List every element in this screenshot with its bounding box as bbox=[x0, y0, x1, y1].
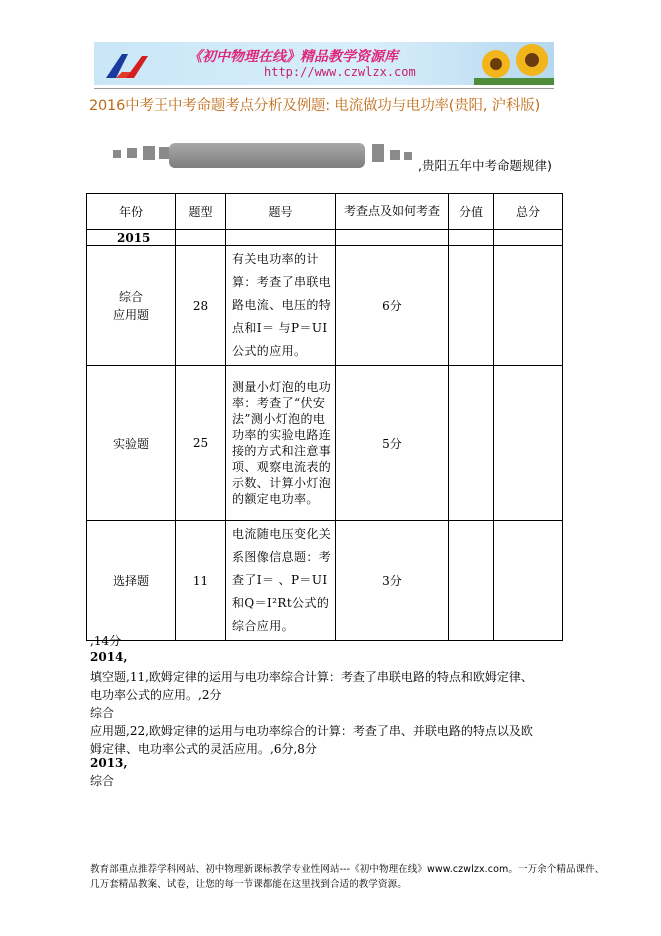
banner-title: 《初中物理在线》精品教学资源库 bbox=[188, 49, 398, 65]
score-cell: 5分 bbox=[336, 366, 449, 521]
paragraph-line: 综合 bbox=[90, 774, 115, 788]
table-header-row bbox=[87, 194, 563, 230]
score-cell: 3分 bbox=[336, 521, 449, 641]
header-type: 题型 bbox=[176, 194, 226, 230]
header-score: 分值 bbox=[449, 194, 494, 230]
desc-cell: 电流随电压变化关系图像信息题：考查了I＝ 、P＝UI和Q＝I²Rt公式的综合应用。 bbox=[226, 521, 336, 641]
page-title: 2016中考王中考命题考点分析及例题: 电流做功与电功率(贵阳, 沪科版) bbox=[89, 98, 541, 114]
paragraph-line: 电功率公式的应用。,2分 bbox=[90, 688, 222, 702]
header-rule bbox=[94, 88, 554, 89]
desc-cell: 测量小灯泡的电功率：考查了“伏安法”测小灯泡的电功率的实验电路连接的方式和注意事项、观察电流表的示数、计算小灯泡的额定电功率。 bbox=[226, 366, 336, 521]
banner-url[interactable]: http://www.czwlzx.com bbox=[264, 65, 416, 79]
table-row bbox=[87, 521, 563, 641]
paragraph-line: 综合 bbox=[90, 706, 115, 720]
paragraph-line: 填空题,11,欧姆定律的运用与电功率综合计算：考查了串联电路的特点和欧姆定律、 bbox=[90, 670, 533, 684]
table-row bbox=[87, 366, 563, 521]
page-footer bbox=[90, 862, 605, 892]
score-cell: 6分 bbox=[336, 246, 449, 366]
paragraph-line: 姆定律、电功率公式的灵活应用。,6分,8分 bbox=[90, 742, 317, 756]
total-2015: ,14分 bbox=[90, 634, 122, 648]
footer-line: 几万套精品教案、试卷，让您的每一节课都能在这里找到合适的教学资源。 bbox=[90, 879, 407, 890]
paragraph-line: 应用题,22,欧姆定律的运用与电功率综合的计算：考查了串、并联电路的特点以及欧 bbox=[90, 724, 533, 738]
table-row bbox=[87, 230, 563, 246]
year-cell: 2015 bbox=[87, 230, 176, 246]
number-cell: 25 bbox=[176, 366, 226, 521]
table-row bbox=[87, 246, 563, 366]
section-heading-bar bbox=[169, 143, 365, 168]
header-year: 年份 bbox=[87, 194, 176, 230]
header-total: 总分 bbox=[494, 194, 563, 230]
site-logo-icon bbox=[102, 48, 162, 82]
section-decoration-right bbox=[372, 142, 422, 164]
exam-table bbox=[86, 193, 563, 641]
type-cell: 实验题 bbox=[87, 366, 176, 521]
number-cell: 11 bbox=[176, 521, 226, 641]
section-heading-text: ,贵阳五年中考命题规律) bbox=[418, 158, 552, 173]
header-number: 题号 bbox=[226, 194, 336, 230]
desc-cell: 有关电功率的计算：考查了串联电路电流、电压的特点和I＝ 与P＝UI公式的应用。 bbox=[226, 246, 336, 366]
section-decoration-left bbox=[113, 142, 173, 164]
sunflower-icon bbox=[474, 42, 554, 85]
year-2014: 2014, bbox=[90, 650, 128, 664]
number-cell: 28 bbox=[176, 246, 226, 366]
type-cell: 选择题 bbox=[87, 521, 176, 641]
header-banner bbox=[94, 42, 554, 85]
header-topic: 考查点及如何考查 bbox=[336, 194, 449, 230]
type-cell: 综合 应用题 bbox=[87, 246, 176, 366]
footer-line: 教育部重点推荐学科网站、初中物理新课标教学专业性网站---《初中物理在线》www.czwlzx.com。一万余个精品课件、 bbox=[90, 864, 605, 875]
year-2013: 2013, bbox=[90, 756, 128, 770]
